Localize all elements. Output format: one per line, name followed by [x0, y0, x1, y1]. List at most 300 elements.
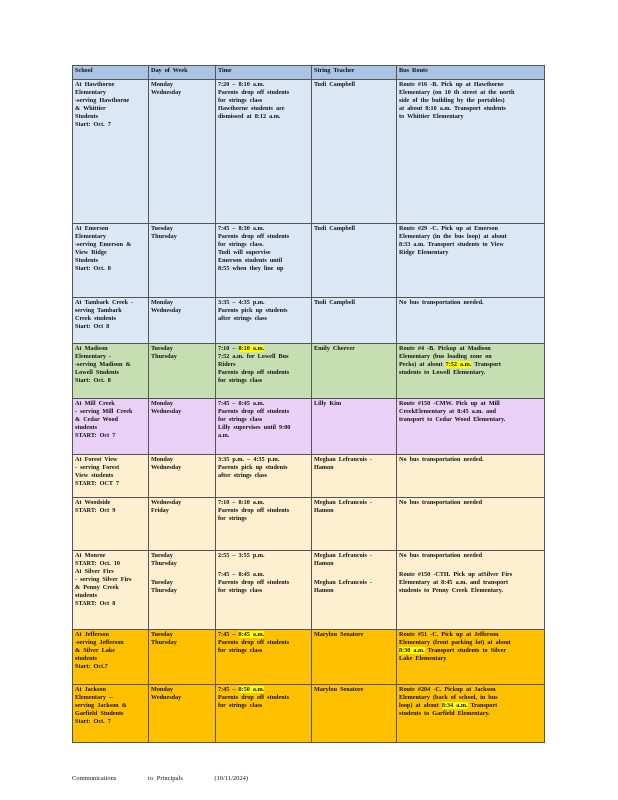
bus-route-line: [399, 552, 542, 560]
text-segment: students to Penny Creek Elementary.: [399, 586, 504, 594]
bus-route-line: [399, 710, 542, 718]
text-segment: Riders: [218, 360, 236, 368]
time-cell: [216, 399, 312, 455]
string-teacher-line: Hamon: [314, 586, 334, 594]
bus-route-cell: [397, 551, 545, 630]
string-teacher-line: Meghan Lefrancois -: [314, 552, 372, 559]
school-line: START: Oct. 10: [75, 559, 121, 567]
time-line: [218, 456, 309, 464]
text-segment: at about 8:10 a.m. Transport students: [399, 104, 506, 112]
table-row: [73, 455, 545, 498]
text-segment: students to Lowell Elementary.: [399, 368, 486, 376]
day-of-week-line: Monday: [151, 400, 174, 407]
time-line: [218, 265, 309, 273]
school-line: Start: Oct. 7: [75, 717, 111, 725]
schedule-body: [73, 80, 545, 743]
footer-audience: to Principals: [148, 775, 183, 782]
day-of-week-line: Wednesday: [151, 306, 182, 314]
text-segment: transport to Cedar Wood Elementary.: [399, 415, 506, 423]
school-line: -serving Madison &: [75, 360, 131, 368]
text-segment: 2:55 – 3:55 p.m.: [218, 552, 265, 559]
text-segment: a.m.: [218, 431, 230, 439]
day-of-week-cell: [149, 551, 216, 630]
school-line: Start: Oct.7: [75, 662, 108, 670]
school-line: At Madison: [75, 345, 108, 352]
string-teacher-cell: [312, 551, 397, 630]
school-line: & Whittier: [75, 104, 106, 112]
time-line: [218, 361, 309, 369]
time-line: [218, 408, 309, 416]
day-of-week-cell: [149, 399, 216, 455]
school-line: -serving Jefferson: [75, 638, 124, 646]
bus-route-line: [399, 408, 542, 416]
string-teacher-cell: [312, 399, 397, 455]
time-line: [218, 647, 309, 655]
day-of-week-line: Monday: [151, 81, 174, 88]
spacer: [151, 568, 213, 579]
school-line: Elementary -: [75, 352, 112, 360]
text-segment: side of the building by the portables): [399, 96, 505, 104]
day-of-week-cell: [149, 224, 216, 298]
text-segment: No bus transportation needed: [399, 499, 483, 506]
text-segment: Route #16 -B. Pick up at Hawthorne: [399, 81, 504, 88]
day-of-week-line: Monday: [151, 686, 174, 693]
day-of-week-line: Thursday: [151, 559, 177, 567]
text-segment: 7:10 – 8:10 a.m.: [218, 499, 265, 506]
bus-route-line: [399, 631, 542, 639]
string-teacher-cell: [312, 630, 397, 685]
header-school: School: [73, 66, 149, 80]
text-segment: after strings class: [218, 471, 267, 479]
time-line: [218, 416, 309, 424]
highlighted-time: 8:34 a.m.: [441, 701, 468, 709]
time-line: [218, 113, 309, 121]
time-line: [218, 257, 309, 265]
school-line: At Forest View: [75, 456, 118, 463]
bus-route-cell: [397, 80, 545, 224]
bus-route-line: [399, 686, 542, 694]
school-line: Elementary: [75, 88, 106, 96]
text-segment: Elementary (in the bus loop) at about: [399, 232, 507, 240]
school-line: At Silver Firs: [75, 567, 114, 575]
school-line: - serving Silver Firs: [75, 575, 132, 583]
school-line: At Hawthorne: [75, 81, 115, 88]
day-of-week-line: Wednesday: [151, 463, 182, 471]
string-teacher-cell: [312, 498, 397, 551]
text-segment: Route #29 -C. Pick up at Emerson: [399, 225, 498, 232]
school-line: Garfield Students: [75, 709, 124, 717]
string-teacher-line: Marylou Senatore: [314, 686, 364, 693]
day-of-week-cell: [149, 298, 216, 344]
school-line: At Mill Creek: [75, 400, 115, 407]
highlighted-time: 8:45 a.m.: [238, 631, 265, 638]
school-line: - serving Forest: [75, 463, 120, 471]
string-teacher-line: Tudi Campbell: [314, 225, 355, 232]
table-row: [73, 685, 545, 743]
time-line: [218, 105, 309, 113]
text-segment: to Whittier Elementary: [399, 112, 464, 120]
header-string-teacher: String Teacher: [312, 66, 397, 80]
text-segment: Parents drop off students: [218, 232, 290, 240]
school-cell: [73, 344, 149, 399]
schedule-table: [72, 65, 545, 743]
time-line: [218, 432, 309, 440]
table-row: [73, 298, 545, 344]
day-of-week-cell: [149, 80, 216, 224]
time-line: [218, 233, 309, 241]
string-teacher-line: Emily Cheever: [314, 345, 355, 352]
day-of-week-line: Tuesday: [151, 578, 173, 586]
string-teacher-line: Meghan Lefrancois -: [314, 456, 372, 463]
bus-route-line: [399, 105, 542, 113]
school-line: At Jackson: [75, 686, 106, 693]
highlighted-time: 7:52 a.m.: [445, 360, 472, 368]
school-line: Elementary: [75, 232, 106, 240]
time-cell: [216, 298, 312, 344]
time-line: [218, 507, 309, 515]
text-segment: 8:55 when they line up: [218, 264, 284, 272]
text-segment: 3:35 – 4:35 p.m.: [218, 299, 265, 306]
school-line: students: [75, 654, 98, 662]
time-line: [218, 694, 309, 702]
day-of-week-line: Monday: [151, 456, 174, 463]
string-teacher-cell: [312, 685, 397, 743]
text-segment: for strings class.: [218, 240, 264, 248]
bus-route-line: [399, 579, 542, 587]
text-segment: Tudi will supervise: [218, 248, 271, 256]
school-cell: [73, 399, 149, 455]
school-cell: [73, 498, 149, 551]
bus-route-line: [399, 655, 542, 663]
day-of-week-line: Wednesday: [151, 407, 182, 415]
text-segment: Parents drop off students: [218, 407, 290, 415]
bus-route-line: [399, 571, 542, 579]
time-line: [218, 472, 309, 480]
time-cell: [216, 685, 312, 743]
bus-route-cell: [397, 630, 545, 685]
school-cell: [73, 224, 149, 298]
school-line: students: [75, 591, 98, 599]
text-segment: for strings class: [218, 415, 263, 423]
text-segment: Lake Elementary: [399, 654, 447, 662]
school-line: Start: Oct. 8: [75, 376, 111, 384]
header-row: [73, 66, 545, 80]
day-of-week-cell: [149, 685, 216, 743]
time-line: [218, 560, 309, 571]
text-segment: for strings class: [218, 701, 263, 709]
text-segment: Elementary at 8:45 a.m. and transport: [399, 578, 509, 586]
day-of-week-line: Wednesday: [151, 499, 182, 506]
school-line: Students: [75, 256, 99, 264]
bus-route-cell: [397, 298, 545, 344]
day-of-week-cell: [149, 344, 216, 399]
string-teacher-cell: [312, 224, 397, 298]
text-segment: Elementary (back of school, in bus: [399, 693, 498, 701]
school-line: Creek students: [75, 314, 117, 322]
time-cell: [216, 455, 312, 498]
bus-route-line: [399, 416, 542, 424]
string-teacher-line: Hamon: [314, 559, 334, 567]
string-teacher-cell: [312, 80, 397, 224]
text-segment: for strings class: [218, 586, 263, 594]
string-teacher-line: Tudi Campbell: [314, 299, 355, 306]
text-segment: Parents pick up students: [218, 306, 288, 314]
school-line: Students: [75, 112, 99, 120]
school-line: serving Jackson &: [75, 701, 127, 709]
text-segment: 7:45 – 8:45 a.m.: [218, 570, 265, 578]
string-teacher-line: Hamon: [314, 506, 334, 514]
school-line: At Monroe: [75, 552, 106, 559]
time-line: [218, 702, 309, 710]
school-line: Start: Oct. 7: [75, 120, 111, 128]
highlighted-time: 8:10 a.m.: [238, 345, 265, 352]
time-cell: [216, 224, 312, 298]
school-line: & Penny Creek: [75, 583, 119, 591]
bus-route-line: [399, 97, 542, 105]
bus-route-line: [399, 361, 542, 369]
text-segment: 7:45 – 8:45 a.m.: [218, 400, 265, 407]
text-segment: Parents drop off students: [218, 578, 290, 586]
time-line: [218, 307, 309, 315]
text-segment: Route #4 -B. Pickup at Madison: [399, 345, 491, 352]
time-line: [218, 587, 309, 595]
bus-route-cell: [397, 685, 545, 743]
text-segment: 3:35 p.m. – 4:35 p.m.: [218, 456, 280, 463]
time-line: [218, 345, 309, 353]
text-segment: Parents drop off students: [218, 88, 290, 96]
table-row: [73, 498, 545, 551]
text-segment: Parents drop off students: [218, 638, 290, 646]
day-of-week-line: Thursday: [151, 232, 177, 240]
time-cell: [216, 551, 312, 630]
highlighted-time: 8:30 a.m.: [399, 646, 425, 654]
bus-route-cell: [397, 399, 545, 455]
day-of-week-line: Tuesday: [151, 552, 173, 559]
school-line: Lowell Students: [75, 368, 119, 376]
header-bus-route: Bus Route: [397, 66, 545, 80]
time-line: [218, 315, 309, 323]
school-line: Elementary --: [75, 693, 114, 701]
day-of-week-line: Monday: [151, 299, 174, 306]
school-cell: [73, 685, 149, 743]
school-cell: [73, 630, 149, 685]
school-line: START: Oct 9: [75, 506, 116, 514]
time-line: [218, 225, 309, 233]
school-cell: [73, 551, 149, 630]
text-segment: 7:10 –: [218, 345, 239, 352]
bus-route-cell: [397, 455, 545, 498]
text-segment: 7:45 –: [218, 686, 239, 693]
spacer: [314, 568, 394, 579]
time-cell: [216, 344, 312, 399]
school-line: View Ridge: [75, 248, 107, 256]
text-segment: for strings: [218, 514, 247, 522]
school-line: START: OCT 7: [75, 479, 120, 487]
bus-route-cell: [397, 498, 545, 551]
time-line: [218, 686, 309, 694]
day-of-week-cell: [149, 498, 216, 551]
text-segment: No bus transportation needed.: [399, 299, 484, 306]
day-of-week-line: Tuesday: [151, 225, 173, 232]
text-segment: 8:33 a.m. Transport students to View: [399, 240, 504, 248]
text-segment: students to Garfield Elementary.: [399, 709, 490, 717]
school-line: At Emerson: [75, 225, 109, 232]
bus-route-line: [399, 456, 542, 464]
bus-route-line: [399, 89, 542, 97]
school-line: START: Oct 7: [75, 431, 116, 439]
school-line: -serving Hawthorne: [75, 96, 130, 104]
school-line: serving Tambark: [75, 306, 122, 314]
time-line: [218, 249, 309, 257]
string-teacher-cell: [312, 298, 397, 344]
bus-route-line: [399, 400, 542, 408]
text-segment: Elementary (bus loading zone on: [399, 352, 492, 360]
string-teacher-cell: [312, 344, 397, 399]
time-cell: [216, 498, 312, 551]
text-segment: Ridge Elementary: [399, 248, 449, 256]
table-row: [73, 551, 545, 630]
bus-route-line: [399, 647, 542, 655]
table-row: [73, 224, 545, 298]
school-line: Start: Oct. 8: [75, 264, 111, 272]
bus-route-cell: [397, 344, 545, 399]
day-of-week-line: Wednesday: [151, 693, 182, 701]
text-segment: dismissed at 8:12 a.m.: [218, 112, 281, 120]
day-of-week-line: Friday: [151, 506, 169, 514]
text-segment: Route #51 -C. Pick up at Jefferson: [399, 631, 499, 638]
text-segment: for strings class: [218, 376, 263, 384]
table-row: [73, 80, 545, 224]
school-line: At Tambark Creek -: [75, 299, 134, 306]
day-of-week-line: Thursday: [151, 352, 177, 360]
bus-route-cell: [397, 224, 545, 298]
text-segment: 7:45 –: [218, 631, 239, 638]
text-segment: for strings class: [218, 96, 263, 104]
text-segment: Elementary (front parking lot) at about: [399, 638, 511, 646]
page-footer: [72, 775, 276, 782]
bus-route-line: [399, 369, 542, 377]
time-line: [218, 81, 309, 89]
table-row: [73, 399, 545, 455]
text-segment: No bus transportation needed.: [399, 456, 484, 463]
time-line: [218, 515, 309, 523]
school-line: -serving Emerson &: [75, 240, 132, 248]
text-segment: Elementary (on 10 th street at the north: [399, 88, 515, 96]
bus-route-line: [399, 299, 542, 307]
text-segment: Parents drop off students: [218, 693, 290, 701]
text-segment: Pecks) at about: [399, 360, 446, 368]
bus-route-line: [399, 81, 542, 89]
school-line: View students: [75, 471, 114, 479]
text-segment: CreekElementary at 8:45 a.m. and: [399, 407, 496, 415]
time-line: [218, 299, 309, 307]
string-teacher-line: Marylou Senatore: [314, 631, 364, 638]
bus-route-line: [399, 225, 542, 233]
text-segment: Hawthorne students are: [218, 104, 285, 112]
day-of-week-line: Thursday: [151, 586, 177, 594]
day-of-week-cell: [149, 455, 216, 498]
school-line: At Jefferson: [75, 631, 109, 638]
day-of-week-cell: [149, 630, 216, 685]
text-segment: Route #150 -CMW. Pick up at Mill: [399, 400, 500, 407]
footer-department: Communications: [72, 775, 117, 782]
time-line: [218, 89, 309, 97]
time-line: [218, 499, 309, 507]
text-segment: Route #150 -CTH. Pick up atSilver Firs: [399, 570, 513, 578]
time-line: [218, 353, 309, 361]
text-segment: Route #204 -C. Pickup at Jackson: [399, 686, 496, 693]
time-cell: [216, 80, 312, 224]
bus-route-line: [399, 694, 542, 702]
text-segment: Parents drop off students: [218, 368, 290, 376]
text-segment: Transport: [467, 701, 498, 709]
time-line: [218, 552, 309, 560]
text-segment: Parents drop off students: [218, 506, 290, 514]
time-line: [218, 579, 309, 587]
day-of-week-line: Wednesday: [151, 88, 182, 96]
text-segment: Parents pick up students: [218, 463, 288, 471]
day-of-week-line: Thursday: [151, 638, 177, 646]
text-segment: 7:45 – 8:30 a.m.: [218, 225, 265, 232]
school-line: & Silver Lake: [75, 646, 116, 654]
bus-route-line: [399, 241, 542, 249]
time-line: [218, 424, 309, 432]
time-cell: [216, 630, 312, 685]
text-segment: No bus transportation needed: [399, 552, 483, 559]
table-row: [73, 630, 545, 685]
school-cell: [73, 298, 149, 344]
bus-route-line: [399, 345, 542, 353]
highlighted-time: 8:50 a.m.: [238, 686, 265, 693]
text-segment: Emerson students until: [218, 256, 283, 264]
school-line: students: [75, 423, 98, 431]
school-line: Start: Oct 8: [75, 322, 110, 330]
time-line: [218, 571, 309, 579]
text-segment: loop) at about: [399, 701, 442, 709]
table-row: [73, 344, 545, 399]
footer-date: (10/11/2024): [214, 775, 249, 782]
string-teacher-line: Meghan Lefrancois -: [314, 499, 372, 506]
text-segment: 7:52 a.m. for Lowell Bus: [218, 352, 289, 360]
text-segment: 7:20 – 8:10 a.m.: [218, 81, 265, 88]
text-segment: Transport: [471, 360, 501, 368]
bus-route-line: [399, 587, 542, 595]
school-cell: [73, 455, 149, 498]
time-line: [218, 631, 309, 639]
time-line: [218, 377, 309, 385]
school-line: START: Oct 8: [75, 599, 116, 607]
text-segment: Transport students to Silver: [424, 646, 507, 654]
time-line: [218, 97, 309, 105]
bus-route-line: [399, 249, 542, 257]
school-cell: [73, 80, 149, 224]
text-segment: Lilly supervises until 9:00: [218, 423, 291, 431]
bus-route-line: [399, 702, 542, 710]
bus-route-line: [399, 560, 542, 571]
time-line: [218, 369, 309, 377]
header-time: Time: [216, 66, 312, 80]
school-line: & Cedar Wood: [75, 415, 118, 423]
day-of-week-line: Tuesday: [151, 345, 173, 352]
header-day-of-week: Day of Week: [149, 66, 216, 80]
string-teacher-line: Hamon: [314, 463, 334, 471]
school-line: At Woodside: [75, 499, 111, 506]
bus-route-line: [399, 639, 542, 647]
string-teacher-line: Meghan Lefrancois -: [314, 578, 372, 586]
string-teacher-line: Tudi Campbell: [314, 81, 355, 88]
bus-route-line: [399, 113, 542, 121]
time-line: [218, 241, 309, 249]
